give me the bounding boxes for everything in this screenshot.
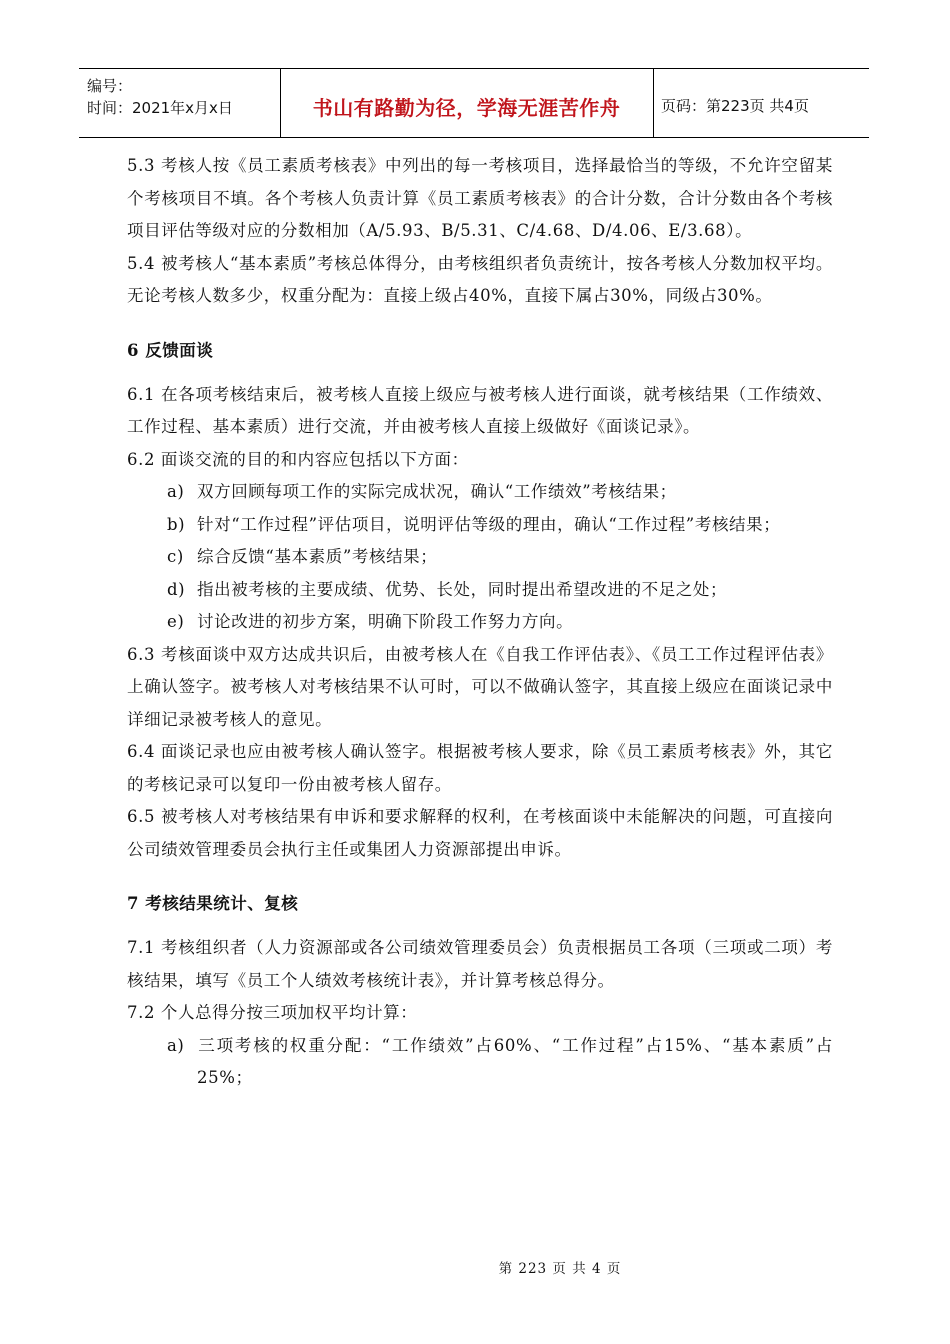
list-marker: b) xyxy=(167,514,186,534)
section-heading-7: 7 考核结果统计、复核 xyxy=(127,894,299,913)
list-item-text: 讨论改进的初步方案，明确下阶段工作努力方向。 xyxy=(197,612,574,631)
paragraph-5-3: 5.3 考核人按《员工素质考核表》中列出的每一考核项目，选择最恰当的等级，不允许空留某个考核项目不填。各个考核人负责计算《员工素质考核表》的合计分数，合计分数由各个考核项目评估等级对应的分数相加（A/5.93、B/5.31、C/4.68、D/4.06、E/3.68）。 xyxy=(127,156,833,240)
list-item xyxy=(127,606,833,639)
list-item-text: 针对“工作过程”评估项目，说明评估等级的理由，确认“工作过程”考核结果； xyxy=(197,514,781,534)
list-item-text: 三项考核的权重分配：“工作绩效”占60%、“工作过程”占15%、“基本素质”占25%； xyxy=(197,1035,833,1087)
paragraph-6-1: 6.1 在各项考核结束后，被考核人直接上级应与被考核人进行面谈，就考核结果（工作绩效、工作过程、基本素质）进行交流，并由被考核人直接上级做好《面谈记录》。 xyxy=(127,384,833,436)
list-item xyxy=(127,476,833,509)
header-number-label: 编号： xyxy=(87,77,133,95)
list-7-2 xyxy=(127,1030,833,1095)
list-marker: e) xyxy=(167,612,185,631)
list-item-text: 双方回顾每项工作的实际完成状况，确认“工作绩效”考核结果； xyxy=(197,482,677,501)
paragraph-7-1: 7.1 考核组织者（人力资源部或各公司绩效管理委员会）负责根据员工各项（三项或二项）考核结果，填写《员工个人绩效考核统计表》，并计算考核总得分。 xyxy=(127,938,833,990)
list-marker: d) xyxy=(167,579,186,599)
header-date-label: 时间：2021年x月x日 xyxy=(87,99,233,117)
list-item-text: 综合反馈“基本素质”考核结果； xyxy=(197,547,438,566)
paragraph-6-4: 6.4 面谈记录也应由被考核人确认签字。根据被考核人要求，除《员工素质考核表》外，其它的考核记录可以复印一份由被考核人留存。 xyxy=(127,742,833,794)
header-meta xyxy=(87,75,233,119)
page-footer: 第 223 页 共 4 页 xyxy=(498,1261,622,1277)
paragraph-5-4: 5.4 被考核人“基本素质”考核总体得分，由考核组织者负责统计，按各考核人分数加权平均。无论考核人数多少，权重分配为：直接上级占40%，直接下属占30%，同级占30%。 xyxy=(127,253,833,305)
document-body xyxy=(127,150,833,1095)
paragraph-6-2: 6.2 面谈交流的目的和内容应包括以下方面： xyxy=(127,449,469,469)
list-item xyxy=(127,509,833,542)
list-6-2 xyxy=(127,476,833,639)
list-item-text: 指出被考核的主要成绩、优势、长处，同时提出希望改进的不足之处； xyxy=(197,579,728,599)
page-header xyxy=(79,68,869,138)
list-item xyxy=(127,574,833,607)
list-marker: c) xyxy=(167,547,184,566)
header-motto: 书山有路勤为径，学海无涯苦作舟 xyxy=(312,95,621,120)
section-heading-6: 6 反馈面谈 xyxy=(127,340,214,360)
paragraph-6-3: 6.3 考核面谈中双方达成共识后，由被考核人在《自我工作评估表》、《员工工作过程评估表》上确认签字。被考核人对考核结果不认可时，可以不做确认签字，其直接上级应在面谈记录中详细记录被考核人的意见。 xyxy=(127,644,833,729)
list-item xyxy=(127,1030,833,1095)
paragraph-7-2: 7.2 个人总得分按三项加权平均计算： xyxy=(127,1003,418,1022)
list-marker: a) xyxy=(167,1035,185,1055)
header-divider xyxy=(653,69,654,137)
paragraph-6-5: 6.5 被考核人对考核结果有申诉和要求解释的权利，在考核面谈中未能解决的问题，可直接向公司绩效管理委员会执行主任或集团人力资源部提出申诉。 xyxy=(127,807,833,859)
header-page-info: 页码：第223页 共4页 xyxy=(661,96,809,115)
list-marker: a) xyxy=(167,482,185,501)
list-item xyxy=(127,541,833,574)
